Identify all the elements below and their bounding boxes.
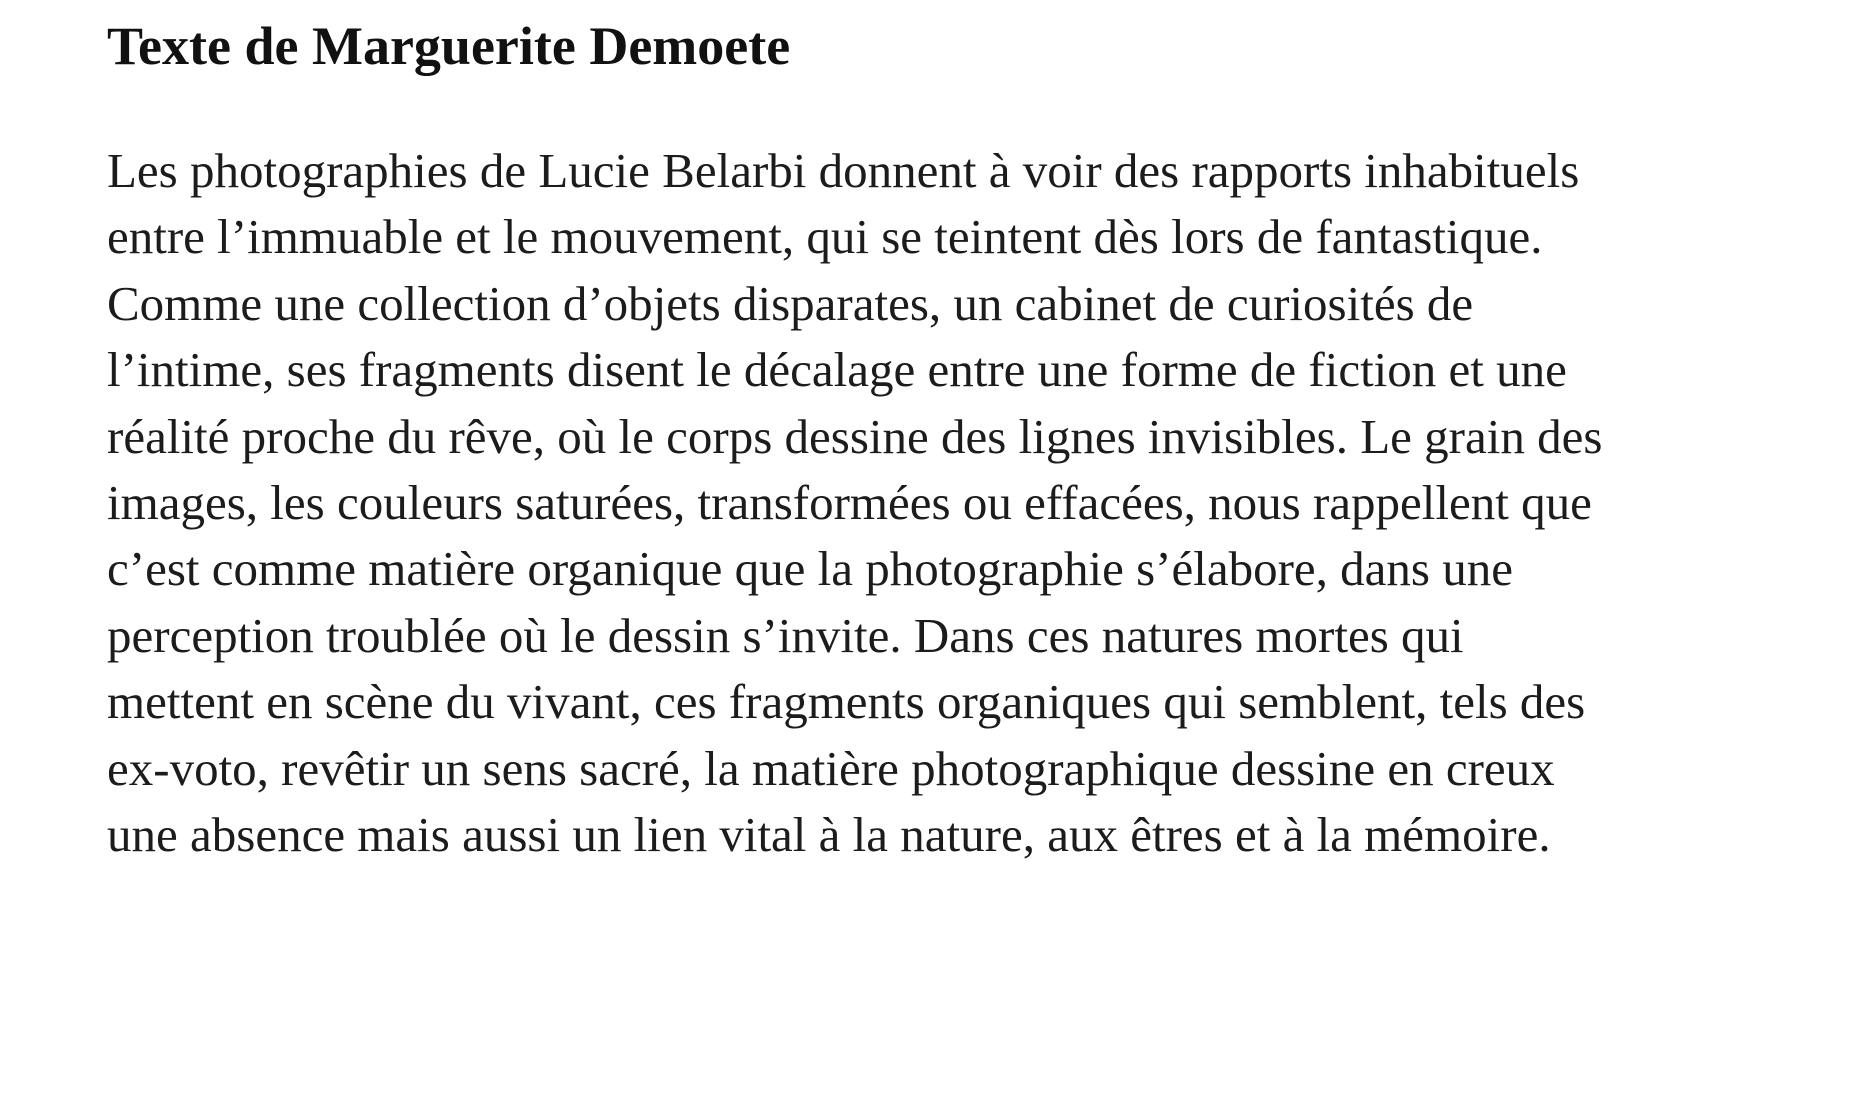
paragraph-line: l’intime, ses fragments disent le décalage entre une forme de fiction et une: [107, 342, 1567, 398]
paragraph-line: mettent en scène du vivant, ces fragments organiques qui semblent, tels des: [107, 674, 1586, 730]
body-paragraph: [107, 138, 1847, 868]
paragraph-line: entre l’immuable et le mouvement, qui se teintent dès lors de fantastique.: [107, 209, 1543, 265]
paragraph-line: c’est comme matière organique que la photographie s’élabore, dans une: [107, 541, 1513, 597]
paragraph-line: ex-voto, revêtir un sens sacré, la matière photographique dessine en creux: [107, 740, 1555, 796]
document-title: Texte de Marguerite Demoete: [107, 16, 791, 76]
paragraph-line: une absence mais aussi un lien vital à la nature, aux êtres et à la mémoire.: [107, 807, 1551, 863]
paragraph-line: Les photographies de Lucie Belarbi donnent à voir des rapports inhabituels: [107, 143, 1580, 198]
document-page: [107, 14, 1847, 868]
paragraph-line: Comme une collection d’objets disparates, un cabinet de curiosités de: [107, 275, 1474, 331]
paragraph-line: réalité proche du rêve, où le corps dessine des lignes invisibles. Le grain des: [107, 408, 1603, 464]
paragraph-line: images, les couleurs saturées, transformées ou effacées, nous rappellent que: [107, 475, 1592, 531]
paragraph-line: perception troublée où le dessin s’invite. Dans ces natures mortes qui: [107, 607, 1464, 663]
